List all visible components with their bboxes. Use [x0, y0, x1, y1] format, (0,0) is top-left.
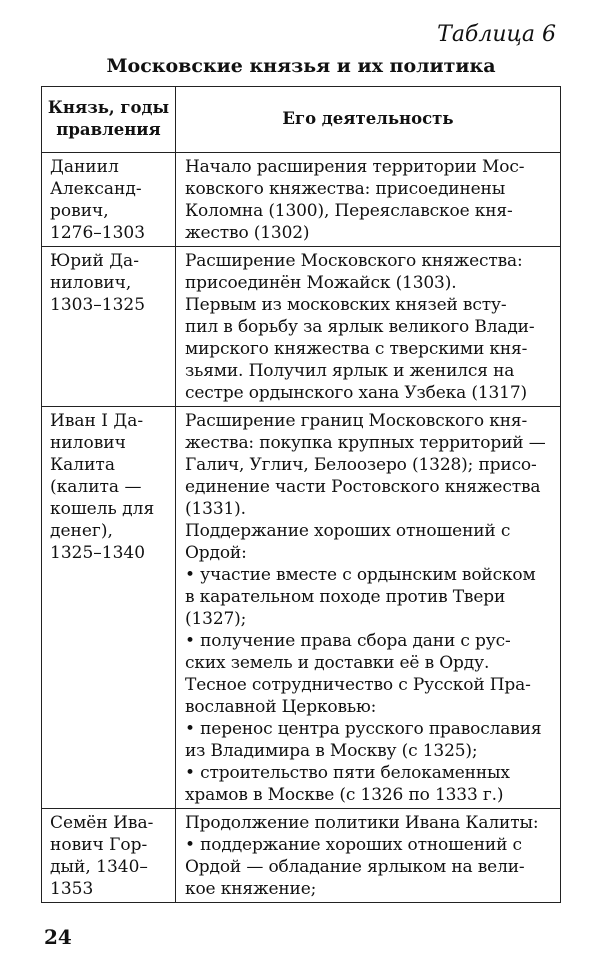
ruler-line: Семён Ива-: [50, 813, 154, 833]
activity-line: Первым из московских князей всту-: [185, 295, 507, 315]
header-prince-years: [42, 87, 176, 153]
ruler-line: нович Гор-: [50, 835, 148, 855]
ruler-line: Юрий Да-: [50, 251, 139, 271]
ruler-cell: [42, 247, 176, 407]
ruler-line: дый, 1340–: [50, 857, 148, 877]
header-line: правления: [56, 119, 161, 139]
ruler-line: нилович: [50, 433, 126, 453]
activity-line: • получение права сбора дани с рус-: [185, 631, 511, 651]
activity-line: (1331).: [185, 499, 246, 519]
ruler-line: Калита: [50, 455, 115, 475]
ruler-line: нилович,: [50, 273, 132, 293]
ruler-cell: [42, 407, 176, 809]
table-title: Московские князья и их политика: [106, 55, 496, 77]
moscow-princes-table: [41, 86, 561, 903]
activity-line: храмов в Москве (с 1326 по 1333 г.): [185, 785, 504, 805]
table-row-ivan-kalita: [42, 407, 561, 809]
activity-line: мирского княжества с тверскими кня-: [185, 339, 528, 359]
activity-line: • участие вместе с ордынским войском: [185, 565, 536, 585]
activity-cell: [176, 153, 561, 247]
ruler-line: Иван I Да-: [50, 411, 144, 431]
activity-line: зьями. Получил ярлык и женился на: [185, 361, 515, 381]
activity-cell: [176, 809, 561, 903]
ruler-cell: [42, 809, 176, 903]
header-activity: [176, 87, 561, 153]
table-number-label: Таблица 6: [437, 22, 556, 47]
table-header-row: [42, 87, 561, 153]
activity-line: присоединён Можайск (1303).: [185, 273, 457, 293]
ruler-line: денег),: [50, 521, 113, 541]
table-row-semyon: [42, 809, 561, 903]
activity-line: ковского княжества: присоединены: [185, 179, 506, 199]
activity-cell: [176, 247, 561, 407]
activity-line: из Владимира в Москву (с 1325);: [185, 741, 478, 761]
activity-line: в карательном походе против Твери: [185, 587, 506, 607]
activity-line: вославной Церковью:: [185, 697, 377, 717]
activity-line: Ордой:: [185, 543, 247, 563]
activity-line: Коломна (1300), Переяславское кня-: [185, 201, 513, 221]
header-line: Его деятельность: [282, 108, 454, 128]
ruler-line: 1303–1325: [50, 295, 146, 315]
activity-line: Галич, Углич, Белоозеро (1328); присо-: [185, 455, 537, 475]
activity-line: кое княжение;: [185, 879, 317, 899]
activity-line: (1327);: [185, 609, 247, 629]
ruler-line: (калита —: [50, 477, 142, 497]
ruler-line: 1325–1340: [50, 543, 146, 563]
activity-line: • строительство пяти белокаменных: [185, 763, 510, 783]
activity-line: жество (1302): [185, 223, 310, 243]
activity-line: Начало расширения территории Мос-: [185, 157, 525, 177]
activity-line: сестре ордынского хана Узбека (1317): [185, 383, 527, 403]
activity-line: пил в борьбу за ярлык великого Влади-: [185, 317, 535, 337]
activity-line: • поддержание хороших отношений с: [185, 835, 522, 855]
activity-line: единение части Ростовского княжества: [185, 477, 541, 497]
activity-line: Ордой — обладание ярлыком на вели-: [185, 857, 525, 877]
table-row-yuri: [42, 247, 561, 407]
activity-line: • перенос центра русского православия: [185, 719, 542, 739]
ruler-line: рович,: [50, 201, 109, 221]
activity-cell: [176, 407, 561, 809]
ruler-line: Александ-: [50, 179, 142, 199]
activity-line: Расширение границ Московского кня-: [185, 411, 528, 431]
ruler-line: Даниил: [50, 157, 119, 177]
header-line: Князь, годы: [47, 97, 170, 117]
activity-line: Тесное сотрудничество с Русской Пра-: [185, 675, 531, 695]
activity-line: ских земель и доставки её в Орду.: [185, 653, 490, 673]
activity-line: жества: покупка крупных территорий —: [185, 433, 546, 453]
activity-line: Расширение Московского княжества:: [185, 251, 523, 271]
activity-line: Поддержание хороших отношений с: [185, 521, 511, 541]
page-number: 24: [44, 925, 72, 949]
table-row-daniil: [42, 153, 561, 247]
ruler-line: 1276–1303: [50, 223, 146, 243]
ruler-line: 1353: [50, 879, 94, 899]
activity-line: Продолжение политики Ивана Калиты:: [185, 813, 539, 833]
ruler-line: кошель для: [50, 499, 155, 519]
ruler-cell: [42, 153, 176, 247]
